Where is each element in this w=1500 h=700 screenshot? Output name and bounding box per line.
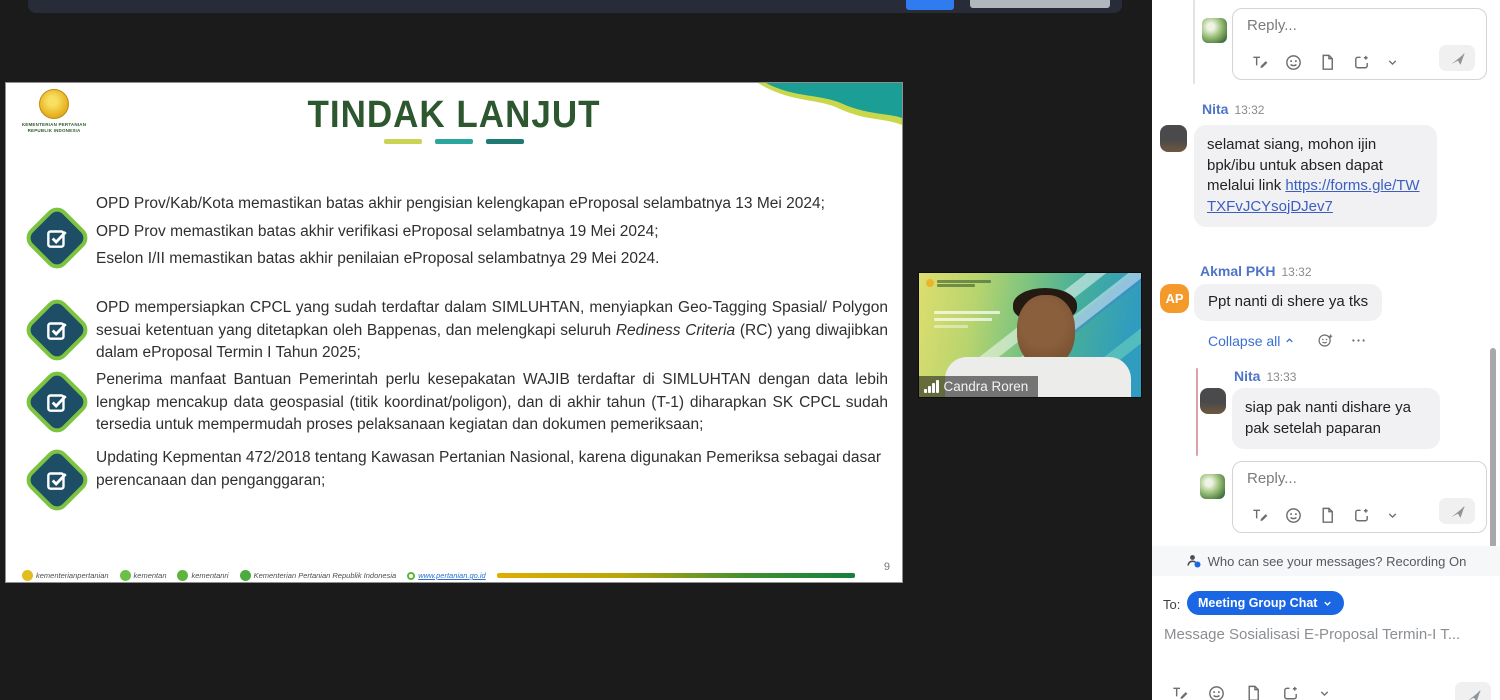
collapse-all-button[interactable]: Collapse all: [1208, 333, 1295, 349]
facebook-icon: [240, 570, 251, 581]
chat-panel: [1152, 0, 1500, 700]
chevron-down-icon: [1322, 598, 1333, 609]
presentation-slide: [5, 82, 903, 583]
bullet-paragraph: Eselon I/II memastikan batas akhir penilaian eProposal selambatnya 29 Mei 2024.: [96, 250, 660, 267]
composer-toolbar: [1170, 684, 1331, 700]
social-tiktok: kementanri: [177, 570, 228, 581]
footer-gradient-bar: [497, 573, 855, 578]
screen-capture-icon[interactable]: [1352, 506, 1371, 525]
reply-input[interactable]: Reply...: [1247, 470, 1297, 487]
self-avatar: [1202, 18, 1227, 43]
bullet-group-3: [96, 369, 888, 437]
message-link[interactable]: https://forms.gle/TWTXFvJCYsojDJev7: [1207, 177, 1420, 215]
chat-message-input[interactable]: Message Sosialisasi E-Proposal Termin-I T...: [1164, 626, 1461, 643]
recipient-selector[interactable]: [1187, 591, 1344, 615]
bullet-paragraph: Penerima manfaat Bantuan Pemerintah perlu kesepakatan WAJIB terdaftar di SIMLUHTAN dengan data lebih lengkap mencakup data geospasial (titik koordinat/poligon), dan di akhir tahun (T-1) diharapkan SK CPCL sudah tersedia untuk mempermudah proses pelaksanaan kegiatan dan dokumen pemeriksaan;: [96, 371, 888, 433]
twitter-icon: [120, 570, 131, 581]
message-text: selamat siang, mohon ijin bpk/ibu untuk absen dapat melalui link: [1207, 136, 1383, 194]
tiktok-icon: [177, 570, 188, 581]
slide-footer: [22, 570, 855, 581]
send-icon: [1465, 687, 1482, 700]
chevron-down-icon[interactable]: [1318, 687, 1331, 700]
message-bubble: [1232, 388, 1440, 449]
bullet-group-2: [96, 297, 888, 365]
instagram-icon: [22, 570, 33, 581]
reply-input[interactable]: Reply...: [1247, 17, 1297, 34]
sender-avatar: [1160, 125, 1187, 152]
title-underline-dashes: [6, 139, 902, 144]
privacy-notice-bar: [1152, 546, 1500, 576]
send-icon: [1449, 50, 1466, 67]
bg-logo-text: [937, 284, 975, 287]
emoji-icon[interactable]: [1284, 53, 1303, 72]
self-avatar: [1200, 474, 1225, 499]
message-header: [1202, 101, 1264, 117]
message-bubble: [1194, 284, 1382, 321]
bullet-group-1: [96, 193, 888, 271]
message-header: [1200, 263, 1312, 279]
participant-name-label: [919, 376, 1038, 397]
attach-file-icon[interactable]: [1318, 53, 1337, 72]
globe-icon: [407, 572, 415, 580]
more-options-icon[interactable]: [1350, 332, 1367, 349]
privacy-person-icon: [1186, 553, 1202, 569]
send-button[interactable]: [1455, 682, 1491, 700]
checkbox-icon: [22, 203, 93, 274]
bullet-paragraph: OPD Prov memastikan batas akhir verifikasi eProposal selambatnya 19 Mei 2024;: [96, 222, 659, 240]
emoji-icon[interactable]: [1284, 506, 1303, 525]
reply-composer[interactable]: [1232, 8, 1487, 80]
message-header: [1234, 368, 1296, 384]
message-bubble: [1194, 125, 1437, 227]
bullet-paragraph: OPD Prov/Kab/Kota memastikan batas akhir pengisian kelengkapan eProposal selambatnya 13 Mei 2024;: [96, 195, 825, 212]
message-time: 13:33: [1266, 370, 1297, 384]
participant-video-tile[interactable]: [918, 272, 1142, 398]
sender-name: Akmal PKH: [1200, 263, 1276, 279]
privacy-notice-text[interactable]: Who can see your messages? Recording On: [1207, 553, 1467, 569]
bg-title-text: [934, 325, 968, 328]
social-instagram: kementerianpertanian: [22, 570, 109, 581]
message-time: 13:32: [1234, 103, 1265, 117]
thread-indent-line: [1196, 368, 1198, 456]
send-button[interactable]: [1439, 45, 1475, 71]
emoji-icon[interactable]: [1207, 684, 1226, 700]
sender-avatar: [1200, 388, 1226, 414]
thread-indent-line: [1193, 0, 1195, 84]
bg-logo-text: [937, 280, 991, 283]
recipient-name: Meeting Group Chat: [1198, 596, 1318, 610]
checkbox-icon: [22, 295, 93, 366]
reply-composer[interactable]: [1232, 461, 1487, 533]
signal-bars-icon: [924, 380, 939, 393]
attach-file-icon[interactable]: [1318, 506, 1337, 525]
social-twitter: kementan: [120, 570, 167, 581]
format-text-icon[interactable]: [1170, 684, 1189, 700]
attach-file-icon[interactable]: [1244, 684, 1263, 700]
format-text-icon[interactable]: [1250, 53, 1269, 72]
add-reaction-icon[interactable]: [1317, 332, 1334, 349]
message-time: 13:32: [1281, 265, 1312, 279]
participant-name: Candra Roren: [943, 379, 1029, 394]
screen-capture-icon[interactable]: [1352, 53, 1371, 72]
bg-title-text: [934, 318, 992, 321]
logo-caption-line1: KEMENTERIAN PERTANIAN: [21, 122, 87, 127]
toolbar-secondary-button[interactable]: [970, 0, 1110, 8]
website-link: www.pertanian.go.id: [407, 571, 486, 580]
chevron-down-icon[interactable]: [1386, 56, 1399, 69]
corner-wave-decoration: [730, 83, 902, 135]
chat-scrollbar[interactable]: [1490, 348, 1496, 548]
bullet-paragraph: OPD mempersiapkan CPCL yang sudah terdaftar dalam SIMLUHTAN, menyiapkan Geo-Tagging Spasial/ Polygon sesuai ketentuan yang ditetapkan oleh Bappenas, dan melengkapi seluruh Rediness Criteria (RC) yang diwajibkan dalam eProposal Termin I Tahun 2025;: [96, 299, 888, 361]
to-label: To:: [1163, 597, 1181, 612]
chevron-up-icon: [1284, 335, 1295, 346]
message-text: siap pak nanti dishare ya pak setelah paparan: [1245, 399, 1411, 437]
format-text-icon[interactable]: [1250, 506, 1269, 525]
message-text: Ppt nanti di shere ya tks: [1208, 293, 1369, 310]
sender-avatar: AP: [1160, 284, 1189, 313]
social-facebook: Kementerian Pertanian Republik Indonesia: [240, 570, 397, 581]
slide-page-number: 9: [883, 561, 890, 573]
dash-dark-teal: [486, 139, 524, 144]
bullet-paragraph: Updating Kepmentan 472/2018 tentang Kawasan Pertanian Nasional, karena digunakan Pemeriksa sebagai dasar perencanaan dan penganggaran;: [96, 449, 882, 489]
dash-teal: [435, 139, 473, 144]
dash-yellow-green: [384, 139, 422, 144]
slide-title: TINDAK LANJUT: [307, 93, 601, 136]
toolbar-primary-button[interactable]: [906, 0, 954, 10]
screen-capture-icon[interactable]: [1281, 684, 1300, 700]
thread-controls: [1208, 332, 1367, 349]
bg-logo-icon: [926, 279, 934, 287]
checkbox-icon: [22, 367, 93, 438]
chevron-down-icon[interactable]: [1386, 509, 1399, 522]
meeting-toolbar: [28, 0, 1122, 13]
send-icon: [1449, 503, 1466, 520]
bg-title-text: [934, 311, 1000, 314]
bullet-group-4: [96, 447, 888, 492]
logo-caption-line2: REPUBLIK INDONESIA: [27, 127, 81, 133]
sender-name: Nita: [1234, 368, 1261, 384]
checkbox-icon: [22, 445, 93, 516]
sender-name: Nita: [1202, 101, 1229, 117]
send-button[interactable]: [1439, 498, 1475, 524]
